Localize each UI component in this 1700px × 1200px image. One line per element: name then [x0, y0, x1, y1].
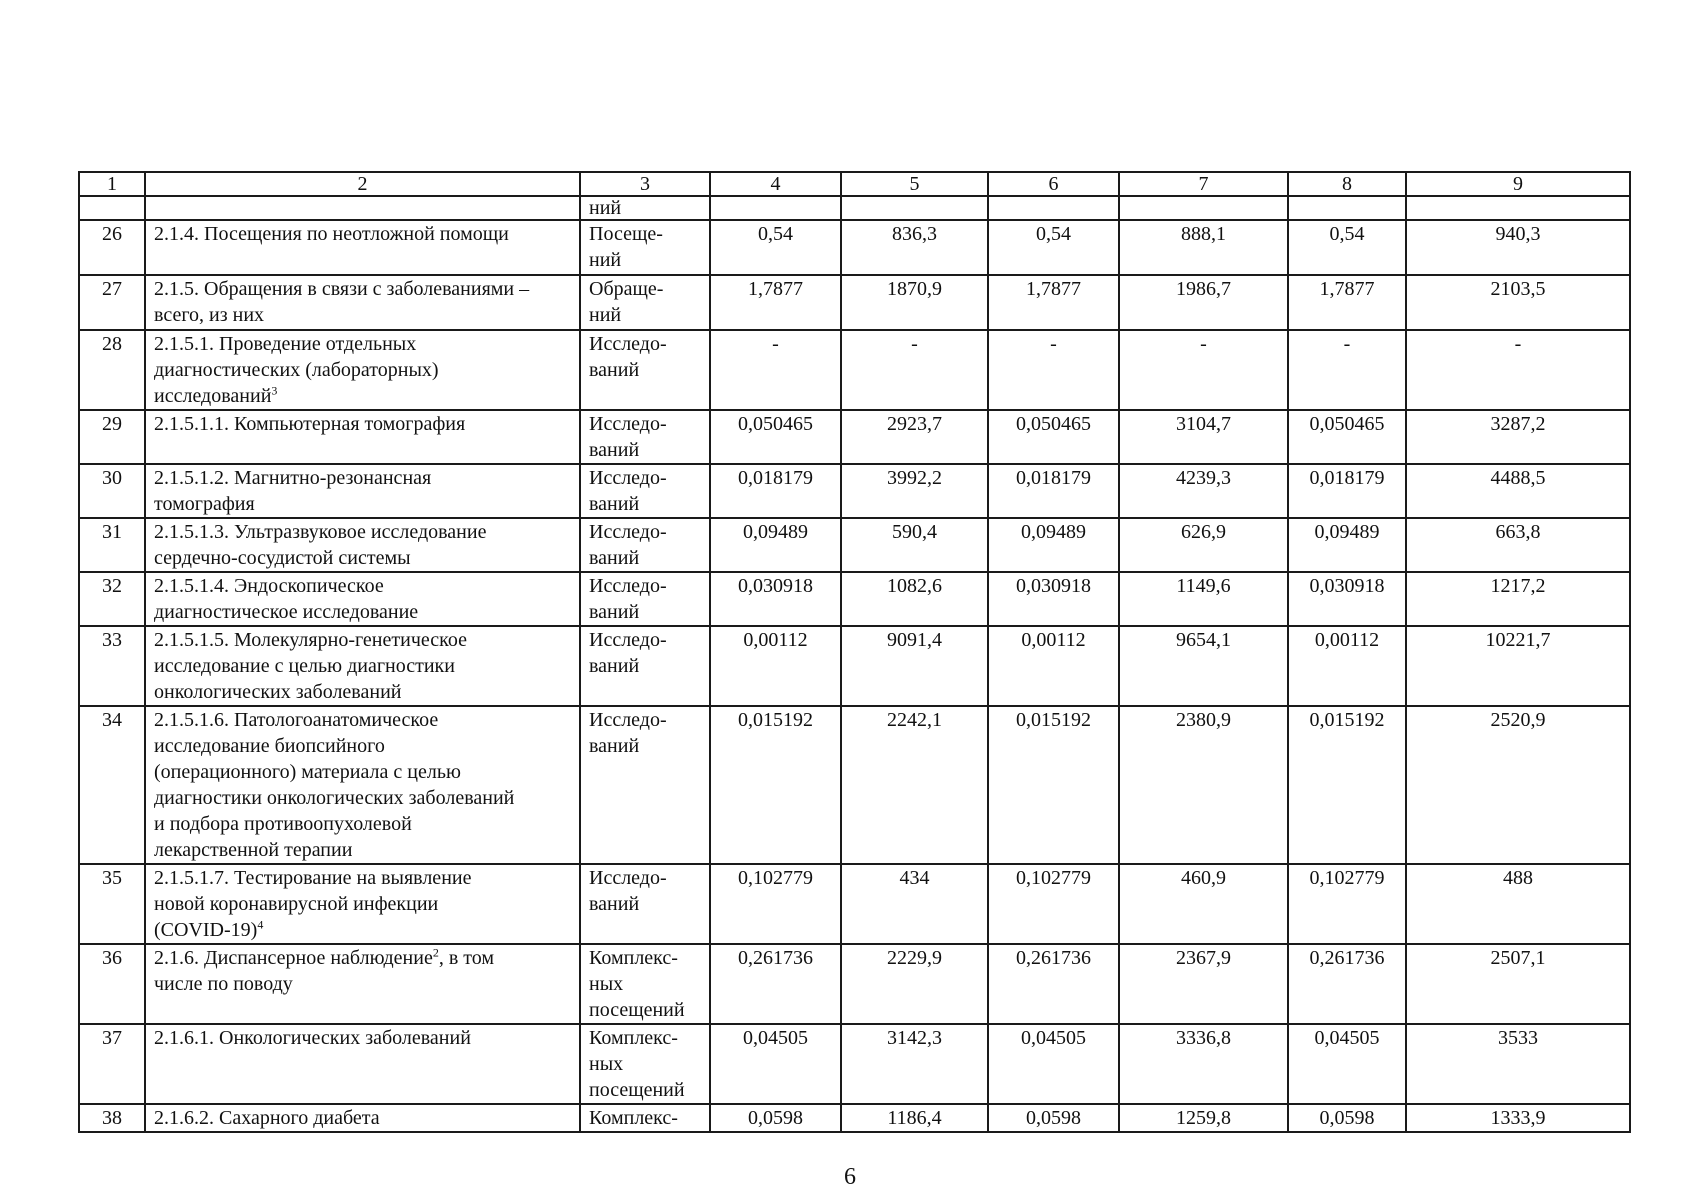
cell-value: 0,050465 [1288, 410, 1406, 464]
cell-value: 0,102779 [710, 864, 841, 944]
cell-value: 0,0598 [710, 1104, 841, 1132]
cell-name [145, 196, 580, 220]
cell-unit-line: ний [589, 304, 622, 326]
cell-unit [580, 464, 710, 518]
cell-value [841, 196, 988, 220]
cell-name [145, 220, 580, 275]
cell-value: 10221,7 [1406, 626, 1630, 706]
cell-value: 0,04505 [710, 1024, 841, 1104]
cell-value: 0,54 [988, 220, 1119, 275]
table-row [79, 275, 1630, 330]
cell-value: 0,00112 [988, 626, 1119, 706]
cell-name-line: 2.1.5.1.2. Магнитно-резонансная [154, 467, 432, 489]
cell-value: 2380,9 [1119, 706, 1288, 864]
cell-name-line: 2.1.4. Посещения по неотложной помощи [154, 223, 509, 245]
cell-name [145, 330, 580, 410]
cell-value: 0,04505 [1288, 1024, 1406, 1104]
cell-value: 1186,4 [841, 1104, 988, 1132]
cell-unit-line: ваний [589, 893, 640, 915]
cell-num: 26 [79, 220, 145, 275]
cell-name-line: исследований$^3$ [154, 383, 278, 407]
cell-value: 0,015192 [710, 706, 841, 864]
cell-name [145, 518, 580, 572]
cell-value: 3287,2 [1406, 410, 1630, 464]
cell-unit: ний [580, 196, 710, 220]
cell-num: 34 [79, 706, 145, 864]
table-header-row [79, 172, 1630, 196]
table-row [79, 944, 1630, 1024]
cell-value: 460,9 [1119, 864, 1288, 944]
cell-num: 35 [79, 864, 145, 944]
cell-value: 0,015192 [1288, 706, 1406, 864]
table-row [79, 572, 1630, 626]
cell-value: - [1406, 330, 1630, 410]
table-row [79, 864, 1630, 944]
page-number: 6 [844, 1164, 856, 1190]
cell-value: 0,54 [710, 220, 841, 275]
cell-value: 0,018179 [988, 464, 1119, 518]
cell-name [145, 944, 580, 1024]
cell-unit-line: ваний [589, 547, 640, 569]
cell-value: 4488,5 [1406, 464, 1630, 518]
cell-num: 27 [79, 275, 145, 330]
table-row [79, 220, 1630, 275]
cell-value: 2367,9 [1119, 944, 1288, 1024]
cell-name-line: 2.1.5. Обращения в связи с заболеваниями – [154, 278, 530, 300]
cell-name-line: диагностики онкологических заболеваний [154, 787, 515, 809]
cell-unit [580, 864, 710, 944]
cell-value: 0,018179 [710, 464, 841, 518]
cell-value: 0,102779 [988, 864, 1119, 944]
cell-unit [580, 626, 710, 706]
cell-value: 0,030918 [1288, 572, 1406, 626]
cell-name-line: томография [154, 493, 255, 515]
cell-name [145, 572, 580, 626]
cell-unit-line: Комплекс- [589, 1107, 678, 1129]
cell-value: 1259,8 [1119, 1104, 1288, 1132]
cell-value: 0,050465 [710, 410, 841, 464]
cell-value: 0,015192 [988, 706, 1119, 864]
cell-name-line: исследование с целью диагностики [154, 655, 455, 677]
cell-name-line: 2.1.5.1.6. Патологоанатомическое [154, 709, 439, 731]
header-cell: 7 [1119, 172, 1288, 196]
cell-unit [580, 572, 710, 626]
cell-name-line: 2.1.6.2. Сахарного диабета [154, 1107, 380, 1129]
cell-value: 488 [1406, 864, 1630, 944]
cell-name-line: 2.1.5.1.3. Ультразвуковое исследование [154, 521, 487, 543]
cell-value: 0,030918 [988, 572, 1119, 626]
cell-unit-line: Исследо- [589, 709, 667, 731]
cell-name-line: 2.1.6. Диспансерное наблюдение$^2$, в том [154, 945, 495, 969]
footnote-mark: 3 [271, 383, 278, 398]
cell-unit-line: Комплекс- [589, 1027, 678, 1049]
cell-value: 2229,9 [841, 944, 988, 1024]
cell-unit-line: ваний [589, 359, 640, 381]
cell-name [145, 1024, 580, 1104]
data-table [78, 171, 1631, 1133]
cell-name-line: 2.1.5.1.1. Компьютерная томография [154, 413, 466, 435]
cell-value: 3336,8 [1119, 1024, 1288, 1104]
cell-name-line: диагностическое исследование [154, 601, 419, 623]
cell-value: 1,7877 [988, 275, 1119, 330]
cell-num: 37 [79, 1024, 145, 1104]
cell-value: 888,1 [1119, 220, 1288, 275]
cell-value: - [710, 330, 841, 410]
cell-unit [580, 330, 710, 410]
cell-unit-line: ных [589, 1053, 624, 1075]
cell-value: 2103,5 [1406, 275, 1630, 330]
cell-name [145, 275, 580, 330]
cell-unit [580, 1104, 710, 1132]
cell-value: 3992,2 [841, 464, 988, 518]
table-row [79, 410, 1630, 464]
cell-value: 4239,3 [1119, 464, 1288, 518]
cell-name-line: лекарственной терапии [154, 839, 353, 861]
cell-value: 1082,6 [841, 572, 988, 626]
cell-unit-line: Исследо- [589, 333, 667, 355]
table-row [79, 1024, 1630, 1104]
cell-unit [580, 706, 710, 864]
cell-value: 0,04505 [988, 1024, 1119, 1104]
cell-value: - [1119, 330, 1288, 410]
table-row [79, 706, 1630, 864]
cell-name-line: 2.1.5.1. Проведение отдельных [154, 333, 417, 355]
cell-num: 36 [79, 944, 145, 1024]
cell-unit-line: ний [589, 249, 622, 271]
cell-name-line: новой коронавирусной инфекции [154, 893, 439, 915]
cell-value: 0,261736 [988, 944, 1119, 1024]
cell-unit-line: Исследо- [589, 413, 667, 435]
cell-value: 0,0598 [988, 1104, 1119, 1132]
cell-value: - [988, 330, 1119, 410]
cell-unit-line: ваний [589, 493, 640, 515]
cell-num: 32 [79, 572, 145, 626]
cell-unit [580, 410, 710, 464]
cell-unit-line: Исследо- [589, 629, 667, 651]
cell-value [1406, 196, 1630, 220]
cell-value: 0,030918 [710, 572, 841, 626]
header-cell: 8 [1288, 172, 1406, 196]
cell-value: 9654,1 [1119, 626, 1288, 706]
cell-value: 836,3 [841, 220, 988, 275]
cell-value: 0,00112 [1288, 626, 1406, 706]
cell-value: 2520,9 [1406, 706, 1630, 864]
table-row [79, 464, 1630, 518]
cell-value: 1333,9 [1406, 1104, 1630, 1132]
cell-num [79, 196, 145, 220]
cell-name-line: и подбора противоопухолевой [154, 813, 412, 835]
cell-value: 3104,7 [1119, 410, 1288, 464]
cell-value [710, 196, 841, 220]
cell-num: 33 [79, 626, 145, 706]
continuation-row [79, 196, 1630, 220]
cell-value: 1149,6 [1119, 572, 1288, 626]
cell-unit-line: ваний [589, 439, 640, 461]
cell-name [145, 1104, 580, 1132]
cell-value: 0,050465 [988, 410, 1119, 464]
cell-unit-line: Исследо- [589, 575, 667, 597]
table-row [79, 626, 1630, 706]
header-cell: 4 [710, 172, 841, 196]
cell-value: 2923,7 [841, 410, 988, 464]
cell-value: 0,00112 [710, 626, 841, 706]
cell-num: 30 [79, 464, 145, 518]
cell-value: 2507,1 [1406, 944, 1630, 1024]
cell-name-line: 2.1.5.1.5. Молекулярно-генетическое [154, 629, 467, 651]
cell-name [145, 706, 580, 864]
cell-value: 1986,7 [1119, 275, 1288, 330]
cell-value: 9091,4 [841, 626, 988, 706]
cell-name-line: числе по поводу [154, 973, 293, 995]
cell-value [1119, 196, 1288, 220]
cell-name-line: 2.1.5.1.7. Тестирование на выявление [154, 867, 472, 889]
cell-unit-line: Посеще- [589, 223, 663, 245]
cell-num: 31 [79, 518, 145, 572]
cell-num: 28 [79, 330, 145, 410]
cell-name [145, 626, 580, 706]
cell-unit-line: Обраще- [589, 278, 664, 300]
cell-value: 0,261736 [1288, 944, 1406, 1024]
cell-value [988, 196, 1119, 220]
cell-value: 663,8 [1406, 518, 1630, 572]
cell-value: 2242,1 [841, 706, 988, 864]
cell-value: - [841, 330, 988, 410]
cell-num: 38 [79, 1104, 145, 1132]
header-cell: 3 [580, 172, 710, 196]
cell-unit [580, 1024, 710, 1104]
cell-value: 940,3 [1406, 220, 1630, 275]
cell-num: 29 [79, 410, 145, 464]
table-row [79, 518, 1630, 572]
cell-value: 1,7877 [710, 275, 841, 330]
cell-value: 0,102779 [1288, 864, 1406, 944]
cell-value: 434 [841, 864, 988, 944]
cell-value: 0,0598 [1288, 1104, 1406, 1132]
cell-name-line: (операционного) материала с целью [154, 761, 461, 783]
cell-name-line: 2.1.5.1.4. Эндоскопическое [154, 575, 384, 597]
header-cell: 9 [1406, 172, 1630, 196]
cell-unit-line: посещений [589, 999, 685, 1021]
cell-unit [580, 220, 710, 275]
cell-value: 626,9 [1119, 518, 1288, 572]
cell-unit-line: ваний [589, 601, 640, 623]
cell-value: 1,7877 [1288, 275, 1406, 330]
footnote-mark: 4 [257, 917, 264, 932]
cell-value: 0,261736 [710, 944, 841, 1024]
cell-name-line: исследование биопсийного [154, 735, 385, 757]
cell-value: 0,09489 [988, 518, 1119, 572]
cell-value: 0,09489 [1288, 518, 1406, 572]
table-row [79, 1104, 1630, 1132]
cell-value [1288, 196, 1406, 220]
cell-name [145, 464, 580, 518]
cell-name-line: (COVID-19)$^4$ [154, 917, 264, 941]
cell-unit [580, 944, 710, 1024]
header-cell: 6 [988, 172, 1119, 196]
cell-name-line: сердечно-сосудистой системы [154, 547, 411, 569]
cell-unit-line: посещений [589, 1079, 685, 1101]
cell-name [145, 410, 580, 464]
cell-name-line: диагностических (лабораторных) [154, 359, 439, 381]
cell-name-line: 2.1.6.1. Онкологических заболеваний [154, 1027, 471, 1049]
cell-unit-line: ных [589, 973, 624, 995]
cell-value: 0,54 [1288, 220, 1406, 275]
cell-value: 0,09489 [710, 518, 841, 572]
cell-name-line: всего, из них [154, 304, 265, 326]
cell-name-line: онкологических заболеваний [154, 681, 402, 703]
header-cell: 1 [79, 172, 145, 196]
header-cell: 2 [145, 172, 580, 196]
cell-name [145, 864, 580, 944]
cell-value: 590,4 [841, 518, 988, 572]
cell-value: 1217,2 [1406, 572, 1630, 626]
cell-value: 3533 [1406, 1024, 1630, 1104]
cell-value: 1870,9 [841, 275, 988, 330]
cell-unit [580, 518, 710, 572]
footnote-mark: 2 [432, 945, 439, 960]
cell-unit [580, 275, 710, 330]
cell-value: 3142,3 [841, 1024, 988, 1104]
table-body [79, 172, 1630, 1132]
header-cell: 5 [841, 172, 988, 196]
table-row [79, 330, 1630, 410]
cell-unit-line: ваний [589, 655, 640, 677]
cell-unit-line: ваний [589, 735, 640, 757]
cell-unit-line: Исследо- [589, 521, 667, 543]
cell-unit-line: Исследо- [589, 467, 667, 489]
cell-unit-line: Комплекс- [589, 947, 678, 969]
cell-value: 0,018179 [1288, 464, 1406, 518]
cell-unit-line: Исследо- [589, 867, 667, 889]
cell-value: - [1288, 330, 1406, 410]
